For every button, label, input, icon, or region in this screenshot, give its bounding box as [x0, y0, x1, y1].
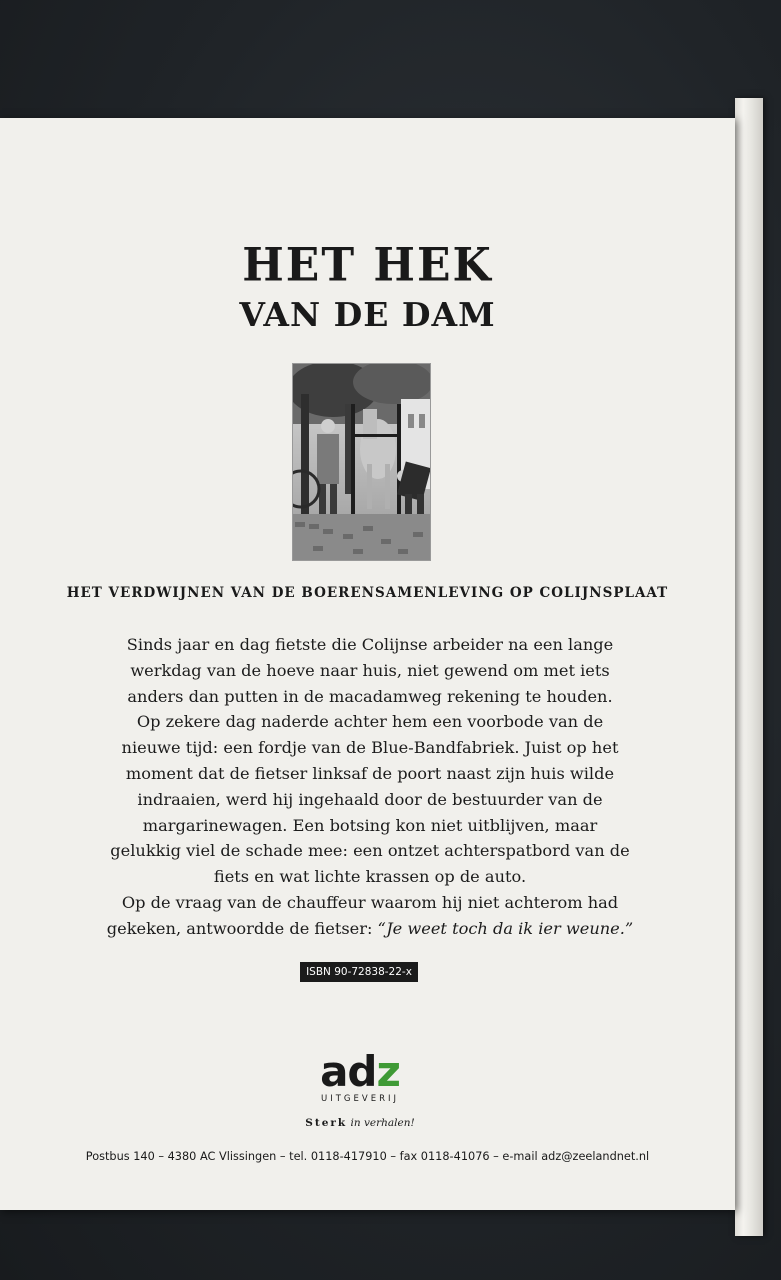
blurb-line: werkdag van de hoeve naar huis, niet gewend om met iets — [130, 660, 610, 680]
title-line-2: VAN DE DAM — [239, 295, 496, 334]
publisher-address: Postbus 140 – 4380 AC Vlissingen – tel. 0118-417910 – fax 0118-41076 – e-mail adz@zeelandnet.nl — [85, 1150, 650, 1163]
logo-wordmark — [0, 1047, 720, 1096]
blurb-line: fiets en wat lichte krassen op de auto. — [213, 867, 527, 887]
logo-ad: ad — [320, 1047, 377, 1096]
tagline-rest: in verhalen! — [347, 1117, 415, 1129]
isbn-label: ISBN 90-72838-22-x — [300, 962, 418, 982]
publisher-tagline — [0, 1117, 720, 1129]
publisher-logo — [0, 1047, 720, 1104]
blurb-line: moment dat de fietser linksaf de poort naast zijn huis wilde — [125, 763, 615, 783]
cover-photo — [292, 363, 431, 561]
blurb-line: nieuwe tijd: een fordje van de Blue-Bandfabriek. Juist op het — [121, 738, 619, 758]
blurb-quote: “Je weet toch da ik ier weune.” — [377, 918, 634, 938]
logo-z: z — [376, 1047, 400, 1096]
photo-image — [293, 364, 430, 560]
subtitle: HET VERDWIJNEN VAN DE BOERENSAMENLEVING OP COLIJNSPLAAT — [66, 585, 669, 601]
blurb-text — [100, 632, 640, 942]
blurb-last-plain: gekeken, antwoordde de fietser: — [106, 918, 378, 938]
logo-subtitle: UITGEVERIJ — [321, 1094, 399, 1104]
blurb-line: Sinds jaar en dag fietste die Colijnse arbeider na een lange — [126, 635, 614, 654]
tagline-strong: Sterk — [305, 1117, 348, 1129]
blurb-line: Op zekere dag naderde achter hem een voorbode van de — [136, 712, 604, 732]
blurb-line: Op de vraag van de chauffeur waarom hij niet achterom had — [121, 892, 619, 912]
blurb-line-last — [100, 916, 640, 942]
blurb-line: indraaien, werd hij ingehaald door de bestuurder van de — [137, 789, 603, 809]
blurb-line: anders dan putten in de macadamweg rekening te houden. — [127, 686, 613, 706]
blurb-line: margarinewagen. Een botsing kon niet uitblijven, maar — [142, 815, 598, 835]
book-spine — [735, 98, 763, 1236]
blurb-line: gelukkig viel de schade mee: een ontzet achterspatbord van de — [110, 841, 630, 861]
title-line-1: HET HEK — [242, 238, 493, 293]
